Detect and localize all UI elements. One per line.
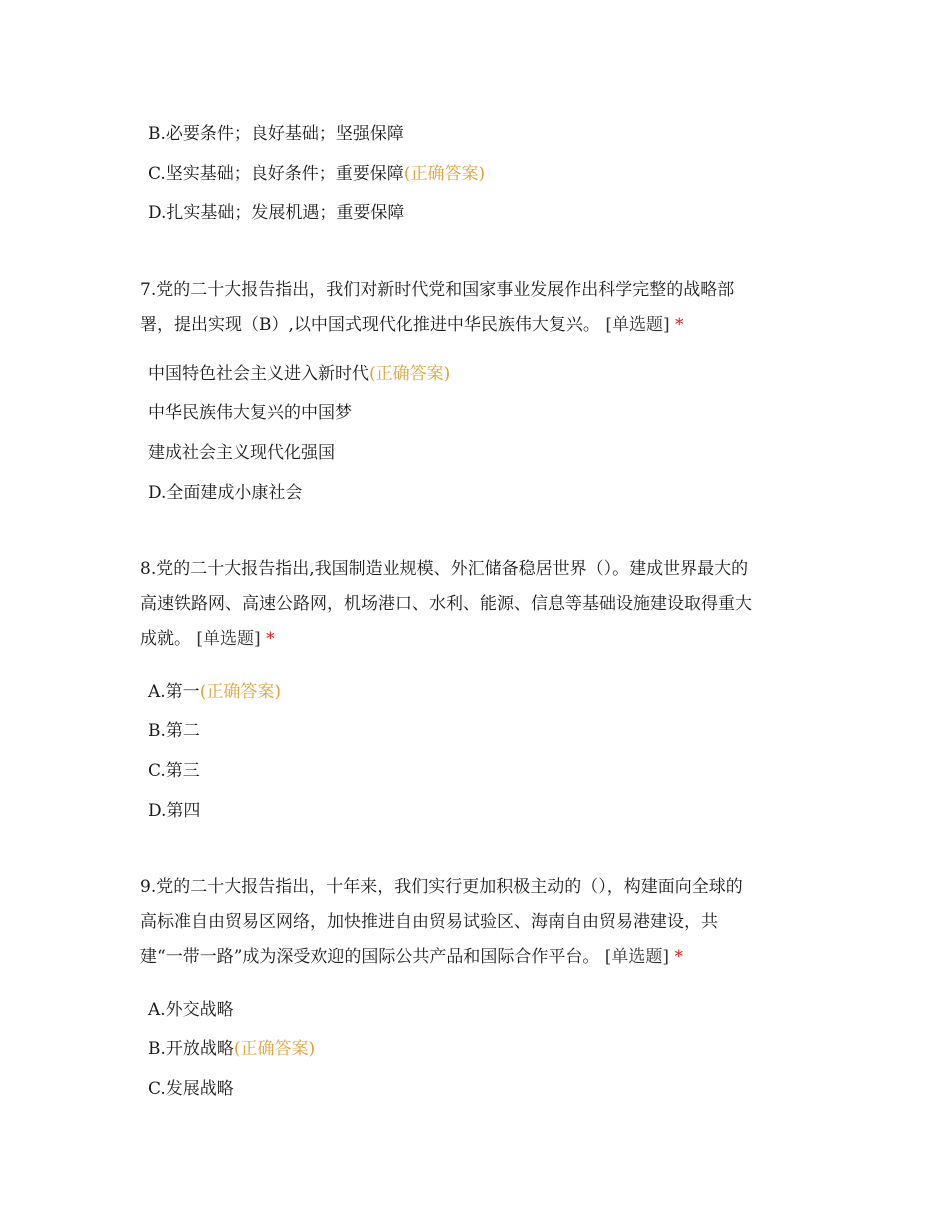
correct-answer-tag: (正确答案) [369, 364, 451, 384]
q7-option-c: 建成社会主义现代化强国 [148, 443, 335, 463]
question-line: 署，提出实现（B）,以中国式现代化推进中华民族伟大复兴。 [单选题] * [140, 315, 684, 335]
q7-option-a: 中国特色社会主义进入新时代(正确答案) [148, 364, 451, 384]
q9-option-c: C.发展战略 [148, 1079, 234, 1099]
q8-option-a: A.第一(正确答案) [148, 682, 281, 702]
q7-option-d: D.全面建成小康社会 [148, 483, 303, 503]
q7-option-b: 中华民族伟大复兴的中国梦 [148, 403, 352, 423]
q8-option-d: D.第四 [148, 801, 201, 821]
question-9-stem [140, 870, 820, 975]
q8-option-c: C.第三 [148, 761, 200, 781]
question-type-tag: [单选题] [605, 315, 670, 335]
question-type-tag: [单选题] [604, 947, 670, 967]
question-line: 7.党的二十大报告指出，我们对新时代党和国家事业发展作出科学完整的战略部 [140, 280, 735, 300]
question-line: 建“一带一路”成为深受欢迎的国际公共产品和国际合作平台。 [单选题] * [140, 947, 683, 967]
q9-option-b: B.开放战略(正确答案) [148, 1039, 316, 1059]
question-line: 8.党的二十大报告指出,我国制造业规模、外汇储备稳居世界（）。建成世界最大的 [140, 559, 749, 579]
required-mark: * [674, 947, 683, 967]
correct-answer-tag: (正确答案) [233, 1039, 316, 1059]
question-line: 高标准自由贸易区网络，加快推进自由贸易试验区、海南自由贸易港建设，共 [140, 912, 718, 932]
q6-option-b: B.必要条件；良好基础；坚强保障 [148, 124, 404, 144]
question-line: 成就。 [单选题] * [140, 629, 275, 649]
question-7-stem [140, 273, 820, 343]
question-8-stem [140, 552, 820, 657]
correct-answer-tag: (正确答案) [199, 682, 281, 702]
question-type-tag: [单选题] [196, 629, 261, 649]
required-mark: * [266, 629, 275, 649]
q9-option-a: A.外交战略 [148, 1000, 234, 1020]
q6-option-d: D.扎实基础；发展机遇；重要保障 [148, 203, 405, 223]
required-mark: * [674, 315, 684, 335]
question-line: 9.党的二十大报告指出，十年来，我们实行更加积极主动的（），构建面向全球的 [140, 877, 743, 897]
q6-option-c: C.坚实基础；良好条件；重要保障(正确答案) [148, 164, 486, 184]
q8-option-b: B.第二 [148, 721, 200, 741]
correct-answer-tag: (正确答案) [403, 164, 486, 184]
question-line: 高速铁路网、高速公路网，机场港口、水利、能源、信息等基础设施建设取得重大 [140, 594, 752, 614]
